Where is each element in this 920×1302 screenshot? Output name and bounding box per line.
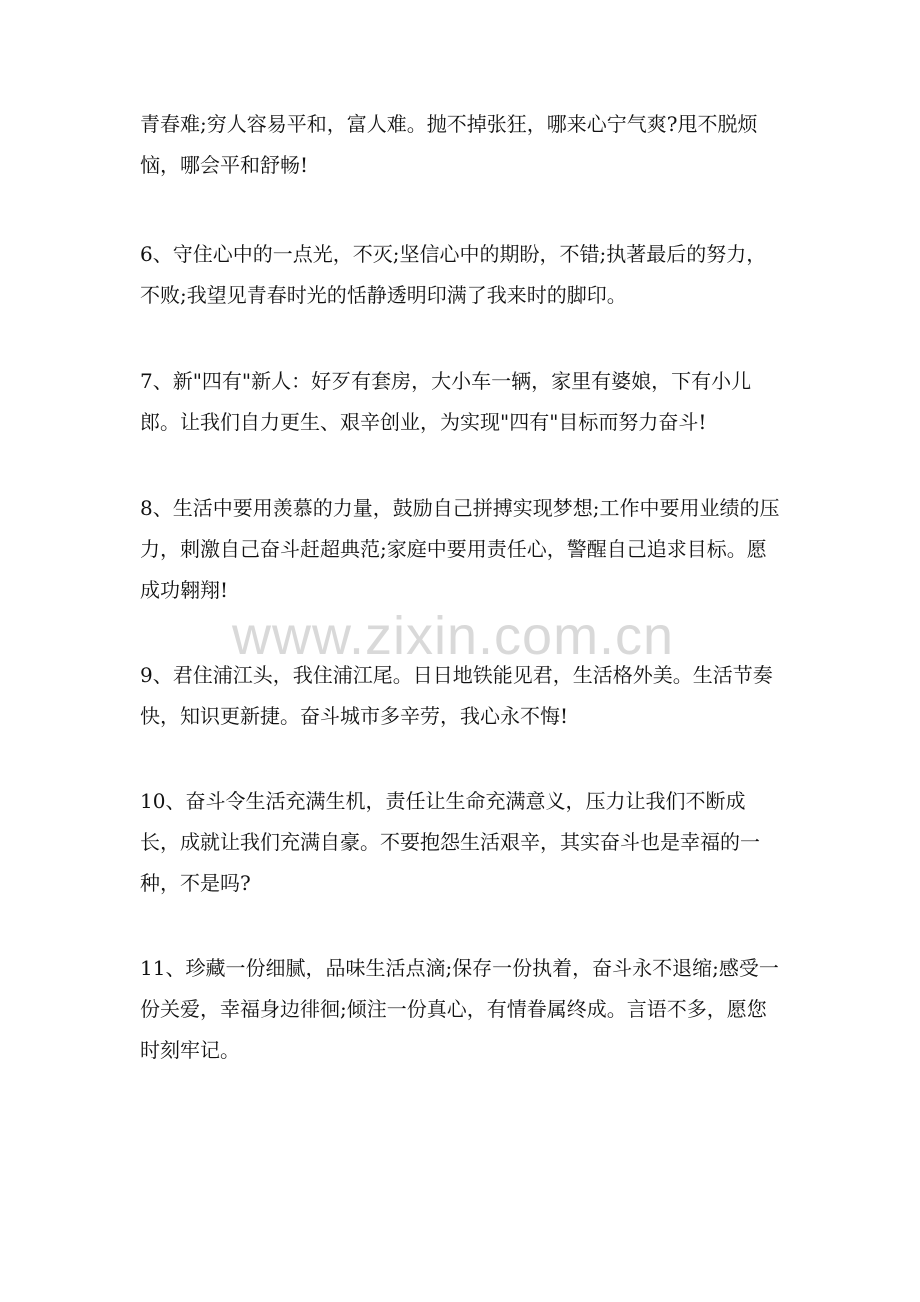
watermark-text: www.zixin.com.cn [232,606,675,666]
paragraph-item-11: 11、珍藏一份细腻，品味生活点滴;保存一份执着，奋斗永不退缩;感受一份关爱，幸福身边徘徊;倾注一份真心，有情眷属终成。言语不多，愿您时刻牢记。 [140,956,779,1062]
paragraph-item-10: 10、奋斗令生活充满生机，责任让生命充满意义，压力让我们不断成长，成就让我们充满自豪。不要抱怨生活艰辛，其实奋斗也是幸福的一种，不是吗? [140,789,760,895]
paragraph-item-7: 7、新"四有"新人：好歹有套房，大小车一辆，家里有婆娘，下有小儿郎。让我们自力更生、艰辛创业，为实现"四有"目标而努力奋斗! [140,369,752,434]
paragraph-continuation: 青春难;穷人容易平和，富人难。抛不掉张狂，哪来心宁气爽?甩不脱烦恼，哪会平和舒畅! [140,112,758,177]
paragraph-item-9: 9、君住浦江头，我住浦江尾。日日地铁能见君，生活格外美。生活节奏快，知识更新捷。奋斗城市多辛劳，我心永不悔! [140,663,773,728]
paragraph-item-8: 8、生活中要用羡慕的力量，鼓励自己拼搏实现梦想;工作中要用业绩的压力，刺激自己奋斗赶超典范;家庭中要用责任心，警醒自己追求目标。愿成功翱翔! [140,496,780,602]
paragraph-item-6: 6、守住心中的一点光，不灭;坚信心中的期盼，不错;执著最后的努力，不败;我望见青春时光的恬静透明印满了我来时的脚印。 [140,242,767,307]
